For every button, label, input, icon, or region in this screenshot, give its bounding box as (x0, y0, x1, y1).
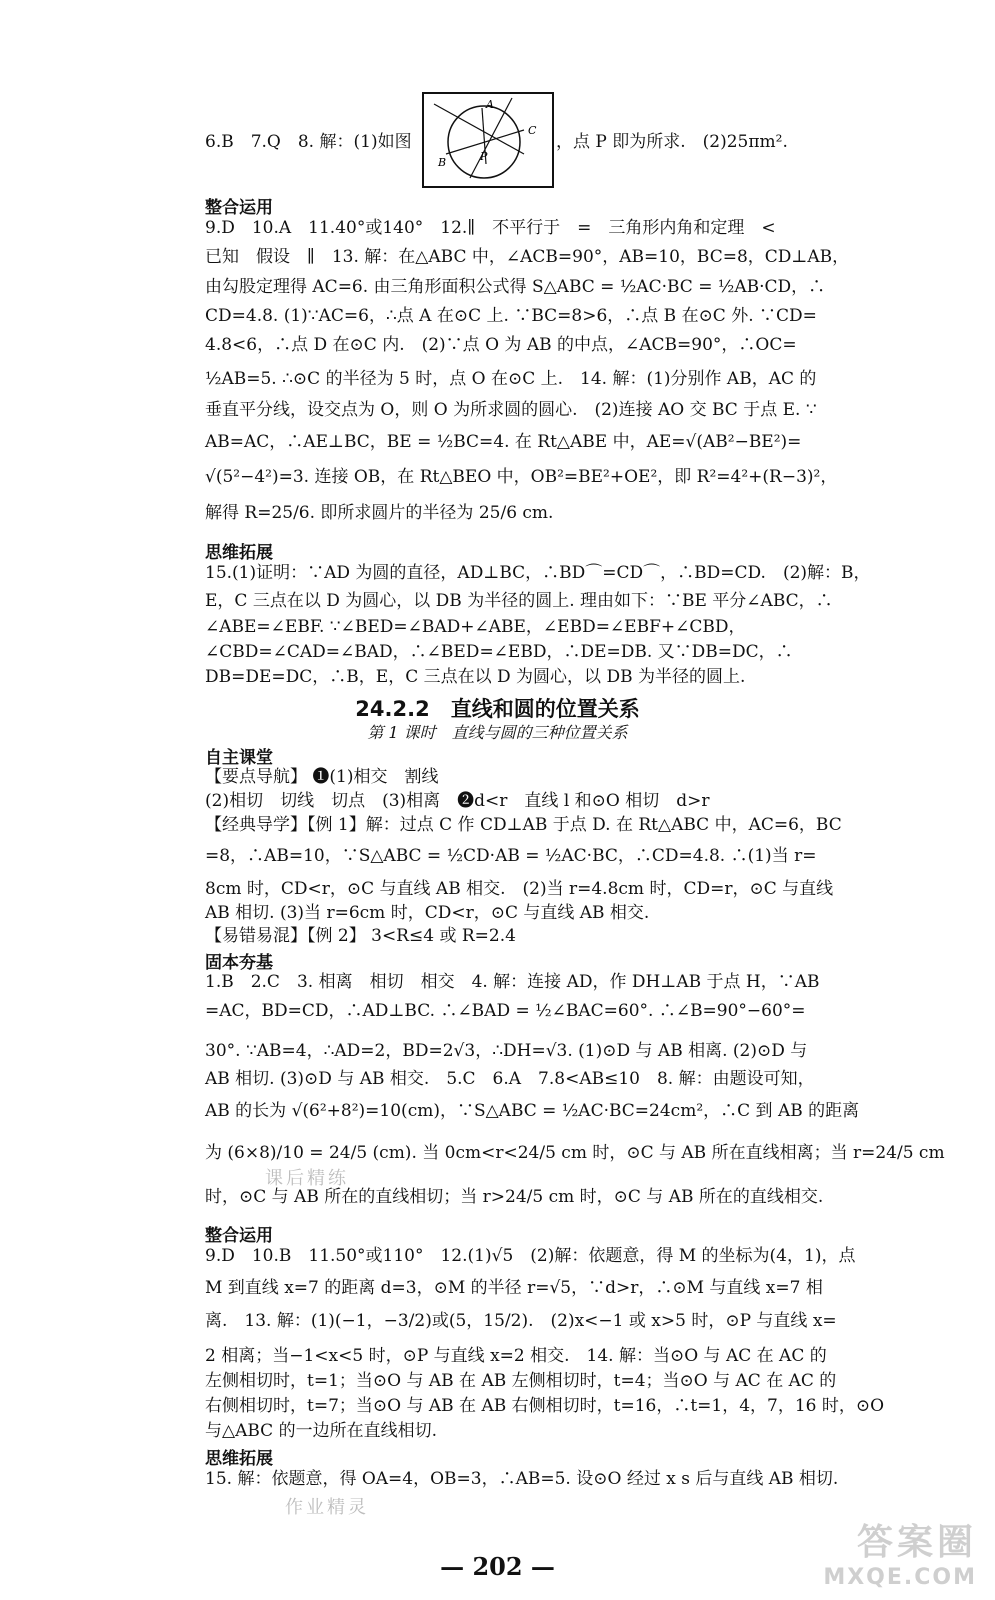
s2-line-5: DB=DE=DC，∴B，E，C 三点在以 D 为圆心，以 DB 为半径的圆上. (205, 667, 746, 687)
s3-line-4: =8，∴AB=10，∵S△ABC = ½CD·AB = ½AC·BC，∴CD=4.8. ∴(1)当 r= (205, 846, 817, 866)
s2-line-2: E，C 三点在以 D 为圆心，以 DB 为半径的圆上. 理由如下：∵BE 平分∠ABC，∴ (205, 591, 833, 611)
section-heading-integrate-2: 整合运用 (205, 1226, 273, 1246)
s4-line-4: AB 相切. (3)⊙D 与 AB 相交. 5.C 6.A 7.8<AB≤10 8. 解：由题设可知， (205, 1069, 815, 1089)
label-a: A (486, 98, 494, 111)
watermark-sub: MXQE.COM (823, 1565, 977, 1590)
section-heading-self-study: 自主课堂 (205, 748, 273, 768)
s5-line-7: 与△ABC 的一边所在直线相切. (205, 1421, 437, 1441)
s2-line-4: ∠CBD=∠CAD=∠BAD，∴∠BED=∠EBD，∴DE=DB. 又∵DB=DC，∴ (205, 642, 793, 662)
s4-line-5: AB 的长为 √(6²+8²)=10(cm)，∵S△ABC = ½AC·BC=24cm²，∴C 到 AB 的距离 (205, 1101, 860, 1121)
site-watermark (823, 1514, 977, 1590)
s2-line-3: ∠ABE=∠EBF. ∵∠BED=∠BAD+∠ABE，∠EBD=∠EBF+∠CBD， (205, 617, 746, 637)
faint-stamp-2: 作业精灵 (285, 1497, 369, 1518)
s5-line-3: 离. 13. 解：(1)(−1，−3/2)或(5，15/2). (2)x<−1 或 x>5 时，⊙P 与直线 x= (205, 1311, 837, 1331)
s5-line-1: 9.D 10.B 11.50°或110° 12.(1)√5 (2)解：依题意，得 M 的坐标为(4，1)，点 (205, 1246, 856, 1266)
s3-line-1: 【要点导航】 ❶(1)相交 割线 (205, 767, 439, 787)
s1-line-3: 由勾股定理得 AC=6. 由三角形面积公式得 S△ABC = ½AC·BC = ½AB·CD，∴ (205, 277, 826, 297)
s5-line-4: 2 相离；当−1<x<5 时，⊙P 与直线 x=2 相交. 14. 解：当⊙O 与 AC 在 AC 的 (205, 1346, 827, 1366)
s1-line-10: 解得 R=25/6. 即所求圆片的半径为 25/6 cm. (205, 503, 554, 523)
chapter-title: 24.2.2 直线和圆的位置关系 (355, 697, 640, 721)
s1-line-4: CD=4.8. (1)∵AC=6，∴点 A 在⊙C 上. ∵BC=8>6，∴点 B 在⊙C 外. ∵CD= (205, 306, 817, 326)
s3-line-7: 【易错易混】【例 2】 3<R≤4 或 R=2.4 (205, 926, 516, 946)
s5-line-5: 左侧相切时，t=1；当⊙O 与 AB 在 AB 左侧相切时，t=4；当⊙O 与 AC 在 AC 的 (205, 1371, 837, 1391)
circle-construction-figure (422, 92, 554, 188)
s1-line-8: AB=AC，∴AE⊥BC，BE = ½BC=4. 在 Rt△ABE 中，AE=√(AB²−BE²)= (205, 432, 802, 452)
s4-line-6: 为 (6×8)/10 = 24/5 (cm). 当 0cm<r<24/5 cm 时，⊙C 与 AB 所在直线相离；当 r=24/5 cm (205, 1143, 945, 1163)
section-heading-extend-2: 思维拓展 (205, 1449, 273, 1469)
chapter-subtitle: 第 1 课时 直线与圆的三种位置关系 (367, 723, 628, 742)
s6-line-1: 15. 解：依题意，得 OA=4，OB=3，∴AB=5. 设⊙O 经过 x s 后与直线 AB 相切. (205, 1469, 839, 1489)
s3-line-5: 8cm 时，CD<r，⊙C 与直线 AB 相交. (2)当 r=4.8cm 时，CD=r，⊙C 与直线 (205, 879, 834, 899)
section-heading-extend-1: 思维拓展 (205, 543, 273, 563)
s4-line-3: 30°. ∵AB=4，∴AD=2，BD=2√3，∴DH=√3. (1)⊙D 与 AB 相离. (2)⊙D 与 (205, 1041, 808, 1061)
s1-line-6: ½AB=5. ∴⊙C 的半径为 5 时，点 O 在⊙C 上. 14. 解：(1)分别作 AB，AC 的 (205, 369, 817, 389)
watermark-main: 答案圈 (856, 1522, 977, 1563)
s1-line-5: 4.8<6，∴点 D 在⊙C 内. (2)∵点 O 为 AB 的中点，∠ACB=90°，∴OC= (205, 335, 797, 355)
s4-line-1: 1.B 2.C 3. 相离 相切 相交 4. 解：连接 AD，作 DH⊥AB 于点 H，∵AB (205, 972, 820, 992)
circle-figure-svg (424, 94, 552, 186)
s3-line-2: (2)相切 切线 切点 (3)相离 ❷d<r 直线 l 和⊙O 相切 d>r (205, 791, 710, 811)
s3-line-6: AB 相切. (3)当 r=6cm 时，CD<r，⊙C 与直线 AB 相交. (205, 903, 650, 923)
s4-line-7: 时，⊙C 与 AB 所在的直线相切；当 r>24/5 cm 时，⊙C 与 AB 所在的直线相交. (205, 1187, 824, 1207)
section-heading-basics: 固本夯基 (205, 953, 273, 973)
top-answer-right: ，点 P 即为所求. (2)25πm². (556, 132, 788, 152)
s4-line-2: =AC，BD=CD，∴AD⊥BC. ∴∠BAD = ½∠BAC=60°. ∴∠B=90°−60°= (205, 1001, 806, 1021)
s5-line-6: 右侧相切时，t=7；当⊙O 与 AB 在 AB 右侧相切时，t=16，∴t=1，4，7，16 时，⊙O (205, 1396, 885, 1416)
s1-line-2: 已知 假设 ∥ 13. 解：在△ABC 中，∠ACB=90°，AB=10，BC=8，CD⊥AB， (205, 247, 850, 267)
page-number: — 202 — (440, 1552, 555, 1581)
top-answer-left: 6.B 7.Q 8. 解：(1)如图 (205, 132, 412, 152)
s5-line-2: M 到直线 x=7 的距离 d=3，⊙M 的半径 r=√5，∵d>r，∴⊙M 与直线 x=7 相 (205, 1278, 823, 1298)
faint-stamp-1: 课后精练 (265, 1168, 349, 1189)
label-p: P (480, 150, 488, 163)
section-heading-integrate-1: 整合运用 (205, 198, 273, 218)
s2-line-1: 15.(1)证明：∵AD 为圆的直径，AD⊥BC，∴BD⌒=CD⌒，∴BD=CD. (2)解：B， (205, 563, 871, 583)
s1-line-7: 垂直平分线，设交点为 O，则 O 为所求圆的圆心. (2)连接 AO 交 BC 于点 E. ∵ (205, 400, 817, 420)
label-c: C (528, 124, 537, 137)
label-b: B (438, 156, 447, 169)
s3-line-3: 【经典导学】【例 1】解：过点 C 作 CD⊥AB 于点 D. 在 Rt△ABC 中，AC=6，BC (205, 815, 842, 835)
bisector-line-1 (434, 104, 524, 154)
s1-line-9: √(5²−4²)=3. 连接 OB，在 Rt△BEO 中，OB²=BE²+OE²，即 R²=4²+(R−3)²， (205, 467, 838, 487)
s1-line-1: 9.D 10.A 11.40°或140° 12.∥ 不平行于 = 三角形内角和定理 < (205, 218, 776, 238)
